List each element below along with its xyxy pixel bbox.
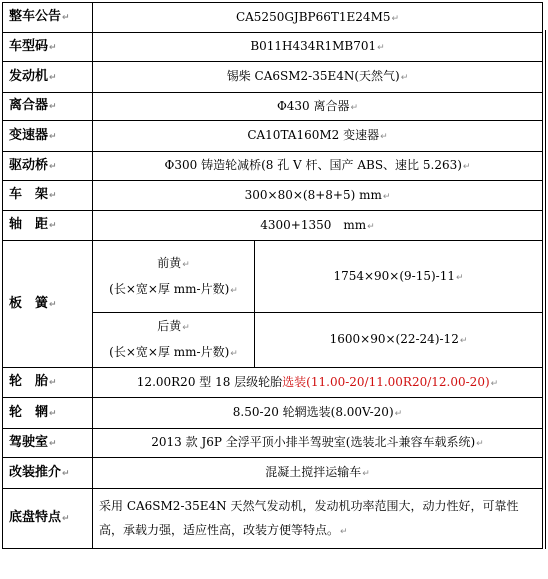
- spring-rear-name: 后黄: [157, 319, 182, 333]
- paragraph-mark: ↵: [340, 526, 348, 537]
- row-engine: [3, 62, 543, 93]
- value-tire-option: 选装(11.00-20/11.00R20/12.00-20): [282, 374, 490, 389]
- label-wheelbase: 轴 距: [9, 217, 49, 232]
- value-clutch: Φ430 离合器: [276, 98, 350, 113]
- label-engine: 发动机: [9, 68, 49, 84]
- paragraph-mark: ↵: [459, 336, 468, 346]
- value-announcement: CA5250GJBP66T1E24M5: [235, 9, 391, 24]
- label-features: 底盘特点: [9, 510, 62, 525]
- paragraph-mark: ↵: [391, 13, 400, 24]
- label-spring: 板 簧: [9, 295, 49, 311]
- label-rim: 轮 辋: [9, 404, 49, 420]
- label-conversion: 改装推介: [9, 464, 62, 480]
- value-rim: 8.50-20 轮辋选装(8.00V-20): [232, 405, 394, 419]
- paragraph-mark: ↵: [49, 191, 57, 201]
- value-conversion: 混凝土搅拌运输车: [265, 465, 362, 479]
- spec-sheet: [2, 2, 542, 549]
- value-wheelbase: 4300+1350 mm: [260, 217, 367, 232]
- row-cab: [3, 429, 543, 458]
- paragraph-mark: ↵: [230, 349, 238, 359]
- row-wheelbase: [3, 211, 543, 241]
- paragraph-mark: ↵: [49, 102, 57, 112]
- paragraph-mark: ↵: [49, 408, 57, 419]
- value-tire: 12.00R20 型 18 层级轮胎: [136, 374, 283, 389]
- row-gearbox: [3, 121, 543, 152]
- spring-front-unit: (长×宽×厚 mm-片数): [109, 281, 230, 296]
- row-model-code: [3, 33, 543, 62]
- paragraph-mark: ↵: [62, 468, 70, 479]
- paragraph-mark: ↵: [476, 439, 484, 449]
- paragraph-mark: ↵: [462, 162, 471, 172]
- paragraph-mark: ↵: [377, 43, 385, 53]
- paragraph-mark: ↵: [49, 131, 57, 142]
- label-model-code: 车型码: [9, 38, 49, 54]
- label-frame: 车 架: [9, 187, 49, 202]
- paragraph-mark: ↵: [49, 438, 57, 449]
- row-drive-axle: [3, 152, 543, 181]
- paragraph-mark: ↵: [182, 323, 190, 333]
- right-edge-line: [545, 30, 546, 549]
- row-frame: [3, 181, 543, 211]
- paragraph-mark: ↵: [490, 378, 499, 389]
- label-gearbox: 变速器: [9, 127, 49, 143]
- label-tire: 轮 胎: [9, 374, 49, 389]
- paragraph-mark: ↵: [49, 221, 57, 231]
- paragraph-mark: ↵: [49, 299, 57, 310]
- paragraph-mark: ↵: [382, 191, 391, 202]
- spring-rear-unit: (长×宽×厚 mm-片数): [109, 345, 230, 359]
- paragraph-mark: ↵: [456, 272, 464, 283]
- value-features: 采用 CA6SM2-35E4N 天然气发动机，发动机功率范围大，动力性好，可靠性高，承载力强，适应性高，改装方便等特点。: [99, 498, 519, 537]
- label-announcement: 整车公告: [9, 9, 62, 24]
- row-features: [3, 489, 543, 549]
- value-model-code: B011H434R1MB701: [250, 39, 377, 53]
- paragraph-mark: ↵: [182, 259, 190, 270]
- value-cab: 2013 款 J6P 全浮平顶小排半驾驶室(选装北斗兼容车载系统): [151, 435, 476, 449]
- row-clutch: [3, 93, 543, 121]
- paragraph-mark: ↵: [49, 72, 57, 83]
- paragraph-mark: ↵: [49, 161, 57, 172]
- value-engine: 锡柴 CA6SM2-35E4N(天然气): [226, 69, 400, 83]
- label-drive-axle: 驱动桥: [9, 157, 49, 173]
- paragraph-mark: ↵: [400, 73, 409, 83]
- spring-rear-value: 1600×90×(22-24)-12: [329, 332, 459, 346]
- paragraph-mark: ↵: [362, 469, 370, 479]
- row-rim: [3, 398, 543, 429]
- paragraph-mark: ↵: [350, 102, 359, 113]
- value-gearbox: CA10TA160M2 变速器: [247, 128, 380, 142]
- label-clutch: 离合器: [9, 98, 49, 113]
- row-conversion: [3, 458, 543, 489]
- paragraph-mark: ↵: [62, 13, 70, 23]
- paragraph-mark: ↵: [49, 42, 57, 53]
- paragraph-mark: ↵: [230, 285, 238, 296]
- spec-table: [2, 2, 543, 549]
- paragraph-mark: ↵: [62, 514, 70, 524]
- spring-front-name: 前黄: [157, 255, 182, 270]
- row-announcement: [3, 3, 543, 33]
- paragraph-mark: ↵: [394, 409, 403, 419]
- value-frame: 300×80×(8+8+5) mm: [244, 187, 382, 202]
- paragraph-mark: ↵: [49, 378, 57, 388]
- paragraph-mark: ↵: [380, 132, 388, 142]
- label-cab: 驾驶室: [9, 434, 49, 450]
- spring-front-value: 1754×90×(9-15)-11: [333, 268, 456, 283]
- paragraph-mark: ↵: [367, 221, 375, 232]
- value-drive-axle: Φ300 铸造轮减桥(8 孔 V 杆、国产 ABS、速比 5.263): [164, 158, 462, 172]
- row-spring-front: [3, 241, 543, 313]
- row-tire: [3, 368, 543, 398]
